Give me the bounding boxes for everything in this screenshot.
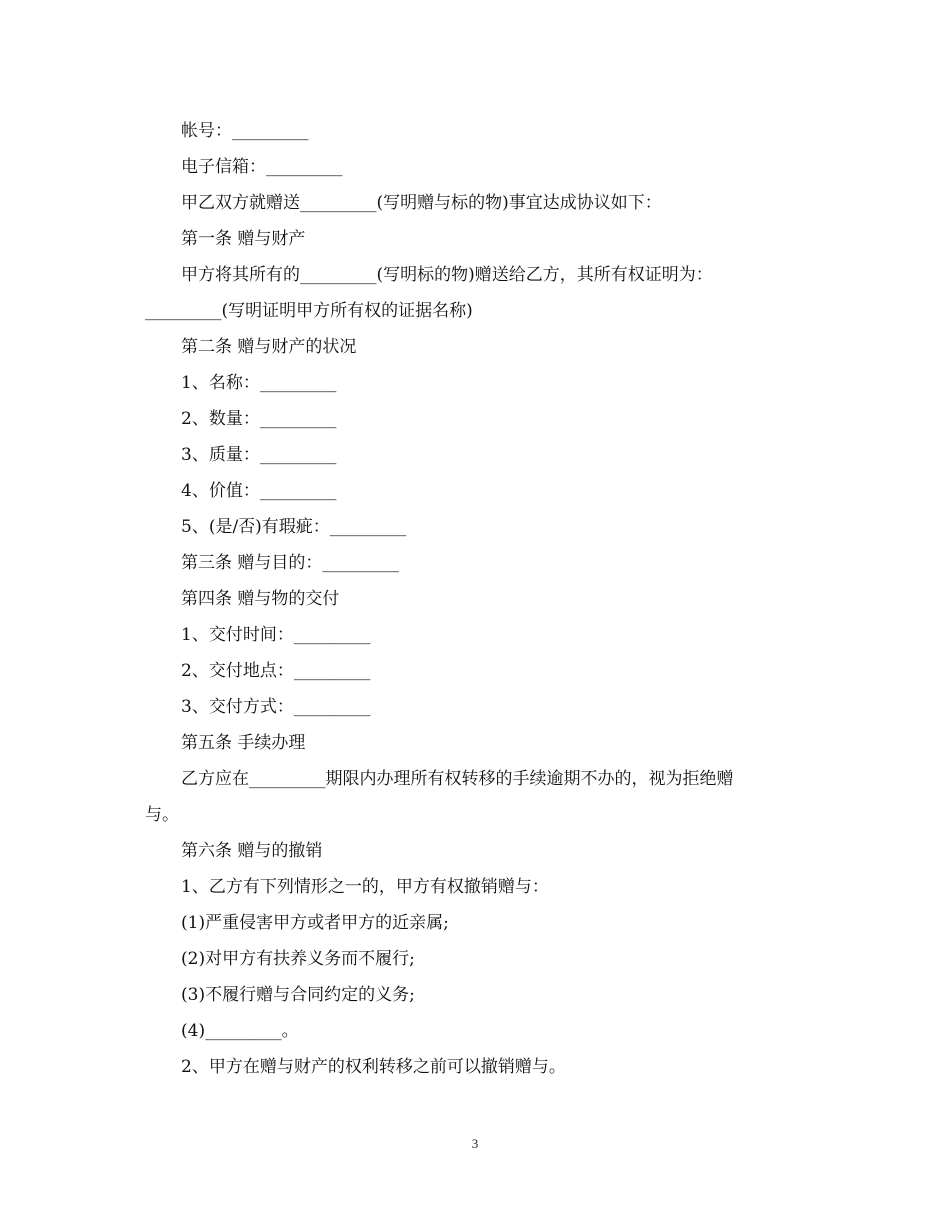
article-3-line: 第三条 赠与目的：_________	[181, 553, 399, 573]
property-value-line: 4、价值：_________	[181, 481, 337, 501]
page-number: 3	[471, 1136, 479, 1151]
property-quality-line: 3、质量：_________	[181, 445, 337, 465]
revocation-item-3: (3)不履行赠与合同约定的义务;	[181, 985, 415, 1005]
email-line: 电子信箱：_________	[181, 157, 343, 177]
delivery-method-line: 3、交付方式：_________	[181, 697, 371, 717]
article-4-heading: 第四条 赠与物的交付	[181, 589, 340, 609]
property-defect-line: 5、(是/否)有瑕疵：_________	[181, 517, 407, 537]
revocation-item-1: (1)严重侵害甲方或者甲方的近亲属;	[181, 913, 449, 933]
article-5-heading: 第五条 手续办理	[181, 733, 306, 753]
revocation-clause-1: 1、乙方有下列情形之一的，甲方有权撤销赠与：	[181, 877, 549, 897]
article-5-text-continued: 与。	[145, 805, 179, 825]
revocation-item-2: (2)对甲方有扶养义务而不履行;	[181, 949, 415, 969]
document-body	[145, 113, 805, 1085]
account-line: 帐号：_________	[181, 121, 309, 141]
article-1-text: 甲方将其所有的_________(写明标的物)赠送给乙方，其所有权证明为：	[181, 265, 713, 285]
article-1-heading: 第一条 赠与财产	[181, 229, 306, 249]
property-name-line: 1、名称：_________	[181, 373, 337, 393]
article-2-heading: 第二条 赠与财产的状况	[181, 337, 357, 357]
agreement-intro: 甲乙双方就赠送_________(写明赠与标的物)事宜达成协议如下：	[181, 193, 662, 213]
article-1-text-continued: _________(写明证明甲方所有权的证据名称)	[145, 301, 473, 321]
article-6-heading: 第六条 赠与的撤销	[181, 841, 323, 861]
revocation-item-4: (4)_________。	[181, 1021, 299, 1041]
delivery-place-line: 2、交付地点：_________	[181, 661, 371, 681]
revocation-clause-2: 2、甲方在赠与财产的权利转移之前可以撤销赠与。	[181, 1057, 566, 1077]
article-5-text: 乙方应在_________期限内办理所有权转移的手续逾期不办的，视为拒绝赠	[181, 769, 734, 789]
delivery-time-line: 1、交付时间：_________	[181, 625, 371, 645]
property-quantity-line: 2、数量：_________	[181, 409, 337, 429]
